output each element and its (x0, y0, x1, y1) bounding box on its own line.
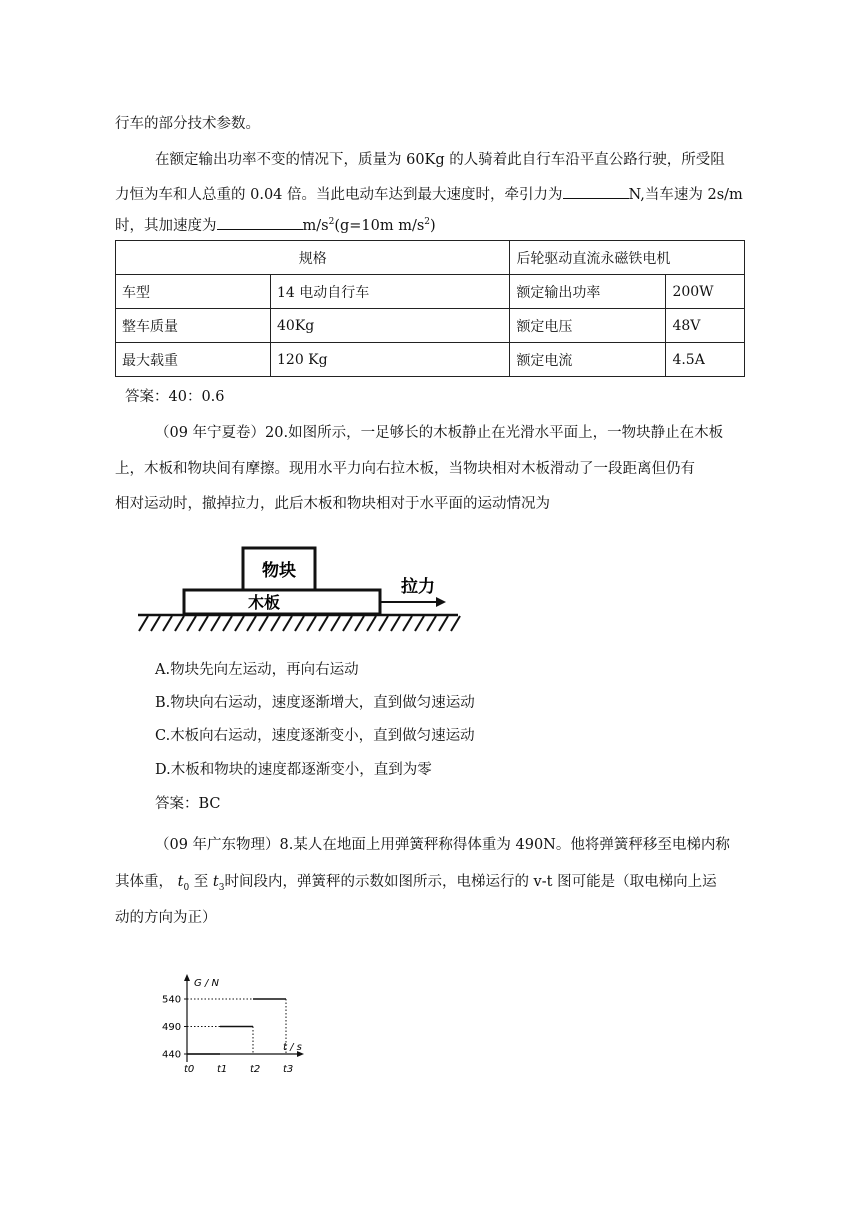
option-d: D.木板和物块的速度都逐渐变小，直到为零 (155, 762, 432, 778)
x-tick-label: t1 (217, 1064, 228, 1075)
paragraph-text: 时，其加速度为 (115, 218, 217, 234)
table-cell: 车型 (116, 275, 271, 309)
hatch-line (403, 616, 412, 631)
unit-text: ) (430, 218, 436, 234)
question-line: 相对运动时，撤掉拉力，此后木板和物块相对于水平面的运动情况为 (115, 496, 550, 512)
time-symbol: t (212, 874, 219, 890)
question-text: 至 (193, 874, 209, 890)
question-line: 上，木板和物块间有摩擦。现用水平力向右拉木板，当物块相对木板滑动了一段距离但仍有 (115, 461, 695, 477)
x-tick-label: t3 (283, 1064, 294, 1075)
hatch-line (223, 616, 232, 631)
hatch-line (415, 616, 424, 631)
superscript: 2 (328, 217, 335, 228)
hatch-line (391, 616, 400, 631)
hatch-line (367, 616, 376, 631)
board-shape (184, 590, 380, 614)
x-axis-label: t / s (283, 1042, 302, 1053)
hatch-line (235, 616, 244, 631)
y-axis-label: G / N (194, 978, 219, 989)
table-header-cell: 后轮驱动直流永磁铁电机 (510, 241, 745, 275)
table-cell: 48V (666, 309, 745, 343)
table-row (116, 275, 745, 309)
hatch-line (211, 616, 220, 631)
table-cell: 最大载重 (116, 343, 271, 377)
option-c: C.木板向右运动，速度逐渐变小，直到做匀速运动 (155, 728, 475, 744)
spec-table (115, 240, 745, 377)
hatch-line (295, 616, 304, 631)
table-cell: 整车质量 (116, 309, 271, 343)
chart-marks (162, 995, 304, 1076)
y-tick-label: 440 (162, 1049, 182, 1061)
question-line: 动的方向为正） (115, 910, 217, 926)
hatch-line (427, 616, 436, 631)
table-cell: 额定电压 (510, 309, 666, 343)
question-line (115, 870, 717, 893)
subscript: 3 (218, 882, 225, 893)
answer-blank (217, 215, 303, 230)
hatch-line (259, 616, 268, 631)
hatch-line (151, 616, 160, 631)
hatch-line (307, 616, 316, 631)
answer-text: 答案：40：0.6 (125, 389, 225, 405)
subscript: 0 (183, 882, 190, 893)
hatch-line (283, 616, 292, 631)
table-cell: 额定电流 (510, 343, 666, 377)
option-b: B.物块向右运动，速度逐渐增大，直到做匀速运动 (155, 695, 475, 711)
hatch-line (139, 616, 148, 631)
option-a: A.物块先向左运动，再向右运动 (155, 662, 359, 678)
table-header-row (116, 241, 745, 275)
table-row (116, 309, 745, 343)
block-board-figure (128, 540, 468, 640)
block-label: 物块 (262, 561, 296, 581)
answer-text: 答案：BC (155, 796, 221, 812)
hatch-line (439, 616, 448, 631)
table-row (116, 343, 745, 377)
y-tick-label: 540 (162, 994, 182, 1006)
paragraph-text: N,当车速为 2s/m (628, 187, 743, 203)
answer-blank (563, 184, 629, 199)
question-line: （09 年宁夏卷）20.如图所示，一足够长的木板静止在光滑水平面上，一物块静止在木板 (155, 425, 724, 441)
hatch-line (175, 616, 184, 631)
hatch-line (355, 616, 364, 631)
force-label: 拉力 (401, 577, 435, 597)
force-arrowhead (436, 597, 446, 607)
question-line: （09 年广东物理）8.某人在地面上用弹簧秤称得体重为 490N。他将弹簧秤移至电梯内称 (155, 837, 730, 853)
table-header-cell: 规格 (116, 241, 510, 275)
paragraph-line: 在额定输出功率不变的情况下，质量为 60Kg 的人骑着此自行车沿平直公路行驶，所受阻 (155, 152, 725, 168)
paragraph-line (115, 183, 743, 204)
time-symbol: t (177, 874, 184, 890)
weight-time-chart (160, 970, 320, 1080)
hatch-line (187, 616, 196, 631)
paragraph-line (115, 214, 436, 235)
hatch-line (451, 616, 460, 631)
hatch-line (379, 616, 388, 631)
y-axis-arrow (184, 974, 190, 981)
table-cell: 4.5A (666, 343, 745, 377)
hatch-line (319, 616, 328, 631)
hatch-line (331, 616, 340, 631)
hatch-line (199, 616, 208, 631)
question-text: 时间段内，弹簧秤的示数如图所示，电梯运行的 v-t 图可能是（取电梯向上运 (224, 874, 717, 890)
table-cell: 14 电动自行车 (271, 275, 510, 309)
table-cell: 40Kg (271, 309, 510, 343)
hatch-line (247, 616, 256, 631)
x-tick-label: t2 (250, 1064, 261, 1075)
table-cell: 额定输出功率 (510, 275, 666, 309)
unit-text: (g=10m m/s (334, 218, 425, 234)
table-cell: 120 Kg (271, 343, 510, 377)
paragraph-line: 行车的部分技术参数。 (115, 116, 260, 132)
superscript: 2 (424, 217, 431, 228)
paragraph-text: 力恒为车和人总重的 0.04 倍。当此电动车达到最大速度时，牵引力为 (115, 187, 563, 203)
board-label: 木板 (247, 593, 281, 612)
ground-hatching (139, 616, 460, 631)
hatch-line (343, 616, 352, 631)
hatch-line (271, 616, 280, 631)
unit-text: m/s (302, 218, 329, 234)
x-tick-label: t0 (184, 1064, 195, 1075)
y-tick-label: 490 (162, 1022, 182, 1033)
table-cell: 200W (666, 275, 745, 309)
hatch-line (163, 616, 172, 631)
question-text: 其体重， (115, 874, 173, 890)
